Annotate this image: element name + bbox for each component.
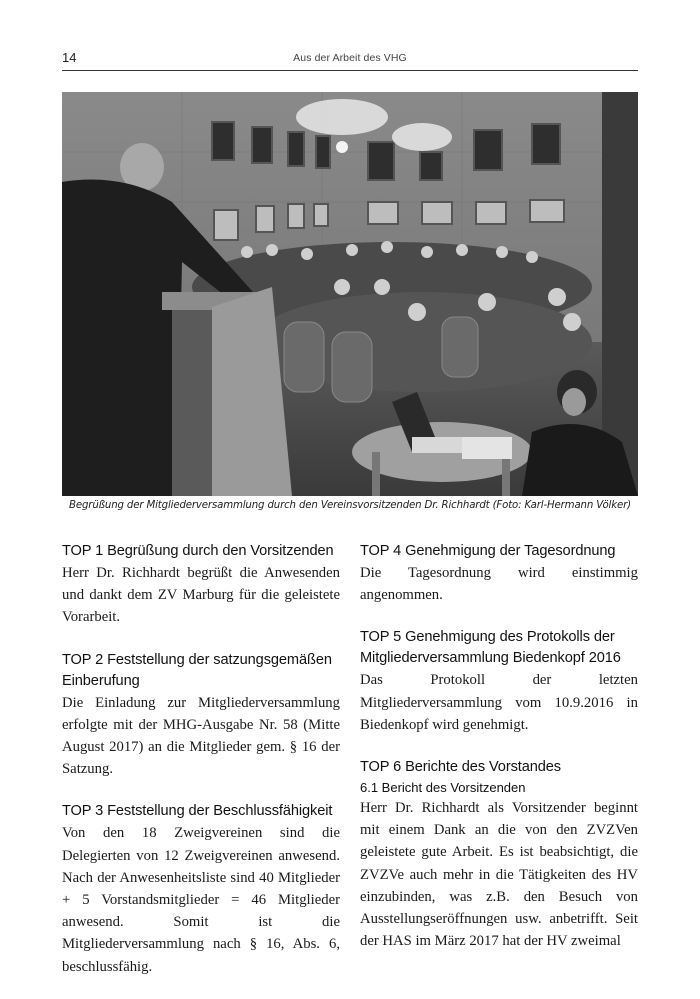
right-column [360,541,638,973]
section-heading: TOP 2 Feststellung der satzungsgemäßen Einberufung [62,651,332,689]
agenda-item-1 [62,541,340,629]
section-heading: TOP 3 Feststellung der Beschlussfähigkeit [62,803,333,820]
section-heading: TOP 4 Genehmigung der Tagesordnung [360,543,616,559]
photo-caption: Begrüßung der Mitgliederversammlung durch den Vereinsvorsitzenden Dr. Richhardt (Foto: Karl-Hermann Völker) [69,500,631,511]
section-body: Die Einladung zur Mitgliederversammlung erfolgte mit der MHG-Ausgabe Nr. 58 (Mitte August 2017) an die Mitglieder gem. § 16 der Satzung. [62,694,340,778]
agenda-item-3 [62,801,340,977]
agenda-item-5 [360,627,638,736]
section-body: Von den 18 Zweigvereinen sind die Delegierten von 12 Zweigvereinen anwesend. Nach der Anwesenheitsliste sind 40 Mitglieder + 5 Vorstandsmitglieder = 46 Mitglieder anwesend. Somit ist die Mitgliederversammlung nach § 16, Abs. 6, beschlussfähig. [62,825,340,975]
section-body: Die Tagesordnung wird einstimmig angenommen. [360,565,638,604]
page-header [62,48,638,71]
lectern [162,287,292,496]
agenda-item-6 [360,757,638,952]
page-number: 14 [62,50,77,65]
meeting-photo [62,92,638,496]
section-heading: TOP 5 Genehmigung des Protokolls der Mitgliederversammlung Biedenkopf 2016 [360,629,621,667]
meeting-photo-illustration [62,92,638,496]
agenda-item-2 [62,650,340,781]
running-title: Aus der Arbeit des VHG [293,52,407,64]
section-body: Das Protokoll der letzten Mitgliederversammlung vom 10.9.2016 in Biedenkopf wird genehmigt. [360,672,638,733]
left-column [62,541,340,999]
section-heading: TOP 1 Begrüßung durch den Vorsitzenden [62,543,334,559]
section-body: Herr Dr. Richhardt als Vorsitzender beginnt mit einem Dank an die von den ZVZVen geleistete gute Arbeit. Es ist beabsichtigt, die ZVZVe auch mehr in die Tätigkeiten des HV einzubinden, was z.B. den Besuch von Ausstellungseröffnungen usw. anbetrifft. Seit der HAS im März 2017 hat der HV zweimal [360,800,638,950]
agenda-item-4 [360,541,638,606]
section-heading: TOP 6 Berichte des Vorstandes [360,759,561,776]
section-body: Herr Dr. Richhardt begrüßt die Anwesenden und dankt dem ZV Marburg für die geleistete Vorarbeit. [62,565,340,626]
section-subheading: 6.1 Bericht des Vorsitzenden [360,780,526,796]
